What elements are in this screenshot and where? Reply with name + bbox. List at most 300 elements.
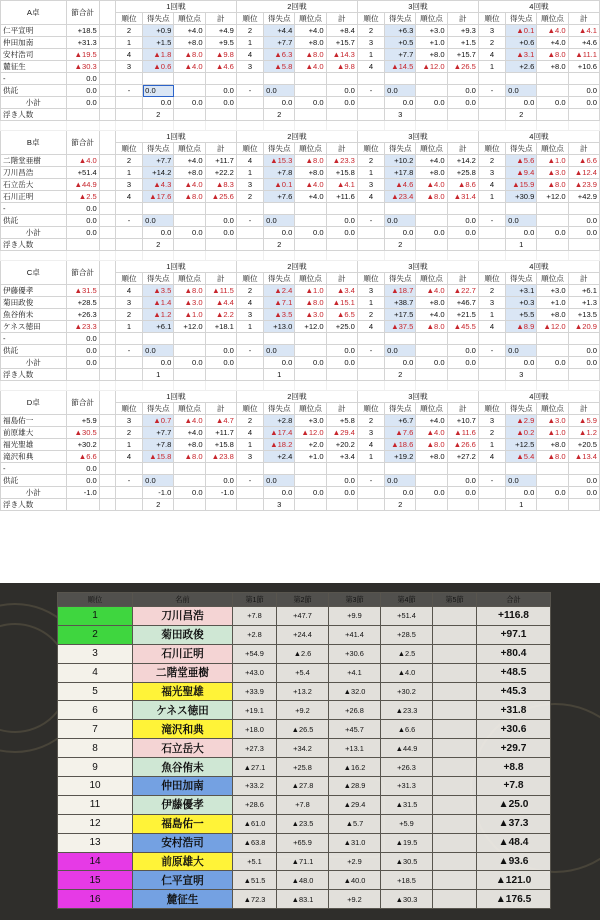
empty-cell[interactable] — [416, 85, 447, 97]
ranking-s4[interactable]: ▲2.5 — [381, 644, 433, 663]
game-sum[interactable]: ▲11.5 — [205, 285, 236, 297]
row-label[interactable]: 供託 — [1, 215, 67, 227]
header-game-g2[interactable]: 2回戦 — [236, 391, 357, 403]
empty-cell[interactable] — [478, 203, 505, 215]
game-rank[interactable]: 2 — [478, 155, 505, 167]
ranking-name[interactable]: ケネス徳田 — [133, 701, 233, 720]
game-points[interactable]: +7.7 — [385, 49, 416, 61]
float-count[interactable]: 2 — [385, 239, 416, 251]
game-sum[interactable]: +22.2 — [205, 167, 236, 179]
game-rank-points[interactable]: ▲12.0 — [537, 321, 568, 333]
header-points[interactable]: 得失点 — [506, 273, 537, 285]
game-rank[interactable]: 4 — [115, 191, 142, 203]
game-rank[interactable]: 2 — [357, 309, 384, 321]
ranking-rank[interactable]: 6 — [58, 701, 133, 720]
ranking-total[interactable]: +97.1 — [477, 625, 551, 644]
kyotaku-value[interactable]: 0.0 — [506, 215, 537, 227]
game-sum[interactable]: +15.7 — [447, 49, 478, 61]
ranking-s3[interactable]: +9.2 — [329, 890, 381, 909]
game-sum[interactable]: ▲9.8 — [205, 49, 236, 61]
kyotaku-value[interactable]: 0.0 — [264, 345, 295, 357]
game-points[interactable]: +14.2 — [143, 167, 174, 179]
header-rank[interactable]: 順位 — [236, 403, 263, 415]
header-game-g1[interactable]: 1回戦 — [115, 391, 236, 403]
subtotal-sum[interactable]: 0.0 — [205, 357, 236, 369]
empty-cell[interactable] — [357, 463, 384, 475]
ranking-total[interactable]: +45.3 — [477, 682, 551, 701]
empty-cell[interactable] — [295, 251, 326, 261]
header-rank[interactable]: 順位 — [115, 13, 142, 25]
empty-cell[interactable] — [326, 121, 357, 131]
ranking-name[interactable]: 刀川昌浩 — [133, 607, 233, 626]
empty-cell[interactable] — [416, 239, 447, 251]
game-rank-points[interactable]: +4.0 — [174, 25, 205, 37]
game-rank-points[interactable]: ▲12.0 — [295, 427, 326, 439]
empty-cell[interactable] — [143, 463, 174, 475]
row-label[interactable]: - — [1, 73, 67, 85]
ranking-s1[interactable]: +5.1 — [233, 852, 277, 871]
empty-cell[interactable] — [537, 345, 568, 357]
game-points[interactable]: +7.8 — [264, 167, 295, 179]
ranking-s5[interactable] — [433, 814, 477, 833]
game-rank[interactable]: 2 — [478, 37, 505, 49]
empty-cell[interactable] — [537, 499, 568, 511]
subtotal-sum[interactable]: 0.0 — [205, 97, 236, 109]
empty-cell[interactable] — [506, 333, 537, 345]
game-sum[interactable]: +6.1 — [568, 285, 599, 297]
spacer-cell[interactable] — [99, 261, 115, 285]
game-points[interactable]: ▲1.4 — [143, 297, 174, 309]
game-rank[interactable]: - — [236, 475, 263, 487]
subtotal-rank-points[interactable]: 0.0 — [295, 357, 326, 369]
game-rank[interactable]: - — [236, 345, 263, 357]
empty-cell[interactable] — [326, 499, 357, 511]
game-points[interactable]: ▲15.3 — [264, 155, 295, 167]
ranking-s3[interactable]: ▲29.4 — [329, 795, 381, 814]
empty-cell[interactable] — [236, 333, 263, 345]
player-name[interactable]: 刀川昌浩 — [1, 167, 67, 179]
empty-cell[interactable] — [99, 251, 115, 261]
game-points[interactable]: ▲18.2 — [264, 439, 295, 451]
empty-cell[interactable] — [506, 381, 537, 391]
empty-cell[interactable] — [537, 381, 568, 391]
empty-cell[interactable] — [115, 381, 142, 391]
spacer-cell[interactable] — [99, 179, 115, 191]
game-rank[interactable]: 1 — [115, 321, 142, 333]
spacer-cell[interactable] — [99, 415, 115, 427]
game-rank-points[interactable]: ▲3.0 — [537, 167, 568, 179]
game-points[interactable]: ▲18.6 — [385, 439, 416, 451]
game-points[interactable]: +1.5 — [143, 37, 174, 49]
ranking-rank[interactable]: 13 — [58, 833, 133, 852]
empty-cell[interactable] — [416, 73, 447, 85]
game-rank-points[interactable]: ▲8.0 — [295, 49, 326, 61]
ranking-total[interactable]: +7.8 — [477, 777, 551, 796]
header-rank[interactable]: 順位 — [478, 13, 505, 25]
player-section-total[interactable]: ▲31.5 — [66, 285, 99, 297]
spacer-cell[interactable] — [99, 285, 115, 297]
empty-cell[interactable] — [357, 381, 384, 391]
empty-cell[interactable] — [264, 463, 295, 475]
empty-cell[interactable] — [174, 369, 205, 381]
empty-cell[interactable] — [416, 203, 447, 215]
ranking-name[interactable]: 滝沢和典 — [133, 720, 233, 739]
game-points[interactable]: ▲1.8 — [143, 49, 174, 61]
empty-cell[interactable] — [295, 203, 326, 215]
header-game-g4[interactable]: 4回戦 — [478, 261, 599, 273]
game-points[interactable]: +0.5 — [385, 37, 416, 49]
game-rank[interactable]: 2 — [236, 25, 263, 37]
ranking-s2[interactable]: +25.8 — [277, 758, 329, 777]
ranking-s2[interactable]: ▲23.5 — [277, 814, 329, 833]
game-points[interactable]: ▲23.4 — [385, 191, 416, 203]
float-count[interactable]: 2 — [143, 499, 174, 511]
game-rank-points[interactable]: +4.0 — [416, 155, 447, 167]
ranking-s3[interactable]: +9.9 — [329, 607, 381, 626]
ranking-rank[interactable]: 11 — [58, 795, 133, 814]
game-sum[interactable]: +13.5 — [568, 309, 599, 321]
game-rank-points[interactable]: ▲8.0 — [416, 321, 447, 333]
game-points[interactable]: ▲0.6 — [143, 61, 174, 73]
game-rank-points[interactable]: +4.0 — [416, 415, 447, 427]
header-rank-points[interactable]: 順位点 — [295, 143, 326, 155]
game-rank-points[interactable]: +3.0 — [295, 415, 326, 427]
kyotaku-value[interactable]: 0.0 — [143, 85, 174, 97]
game-rank-points[interactable]: ▲1.0 — [537, 155, 568, 167]
game-rank[interactable]: 1 — [357, 49, 384, 61]
game-sum[interactable]: +3.4 — [326, 451, 357, 463]
empty-cell[interactable] — [236, 357, 263, 369]
game-rank[interactable]: 3 — [357, 37, 384, 49]
player-section-total[interactable]: +31.3 — [66, 37, 99, 49]
header-rank[interactable]: 順位 — [478, 273, 505, 285]
game-sum[interactable]: ▲8.3 — [205, 179, 236, 191]
ranking-s3[interactable]: +45.7 — [329, 720, 381, 739]
empty-cell[interactable] — [537, 73, 568, 85]
game-sum[interactable]: +1.5 — [447, 37, 478, 49]
kyotaku-value[interactable]: 0.0 — [143, 475, 174, 487]
subtotal-rank-points[interactable]: 0.0 — [174, 357, 205, 369]
game-rank[interactable]: 4 — [115, 285, 142, 297]
empty-cell[interactable] — [264, 203, 295, 215]
ranking-s2[interactable]: ▲27.8 — [277, 777, 329, 796]
empty-cell[interactable] — [236, 203, 263, 215]
header-sum[interactable]: 計 — [568, 403, 599, 415]
row-total[interactable]: 0.0 — [66, 475, 99, 487]
game-sum[interactable]: ▲1.2 — [568, 427, 599, 439]
header-rank-points[interactable]: 順位点 — [416, 273, 447, 285]
header-rank-points[interactable]: 順位点 — [174, 13, 205, 25]
game-sum[interactable]: ▲4.6 — [205, 61, 236, 73]
header-rank-points[interactable]: 順位点 — [537, 403, 568, 415]
header-rank-points[interactable]: 順位点 — [174, 143, 205, 155]
ranking-total[interactable]: +30.6 — [477, 720, 551, 739]
spacer-cell[interactable] — [99, 239, 115, 251]
game-points[interactable]: ▲14.5 — [385, 61, 416, 73]
header-points[interactable]: 得失点 — [264, 403, 295, 415]
subtotal-rank-points[interactable]: 0.0 — [295, 487, 326, 499]
empty-cell[interactable] — [174, 345, 205, 357]
empty-cell[interactable] — [326, 203, 357, 215]
ranking-name[interactable]: 石川正明 — [133, 644, 233, 663]
game-rank-points[interactable]: ▲8.0 — [174, 285, 205, 297]
kyotaku-value[interactable]: 0.0 — [506, 475, 537, 487]
game-rank-points[interactable]: ▲1.0 — [537, 427, 568, 439]
ranking-total[interactable]: ▲93.6 — [477, 852, 551, 871]
game-points[interactable]: +5.5 — [506, 309, 537, 321]
game-rank[interactable]: 1 — [478, 439, 505, 451]
empty-cell[interactable] — [236, 73, 263, 85]
header-points[interactable]: 得失点 — [506, 403, 537, 415]
game-rank-points[interactable]: ▲3.0 — [174, 297, 205, 309]
subtotal-points[interactable]: 0.0 — [385, 487, 416, 499]
empty-cell[interactable] — [143, 73, 174, 85]
empty-cell[interactable] — [264, 121, 295, 131]
game-rank[interactable]: 4 — [478, 49, 505, 61]
game-rank[interactable]: - — [236, 215, 263, 227]
game-points[interactable]: +6.1 — [143, 321, 174, 333]
row-total[interactable]: 0.0 — [66, 333, 99, 345]
ranking-name[interactable]: 伊藤優孝 — [133, 795, 233, 814]
game-rank[interactable]: 4 — [115, 451, 142, 463]
ranking-s3[interactable]: +41.4 — [329, 625, 381, 644]
header-rank[interactable]: 順位 — [478, 403, 505, 415]
empty-cell[interactable] — [115, 97, 142, 109]
subtotal-sum[interactable]: 0.0 — [568, 357, 599, 369]
ranking-name[interactable]: 福光聖雄 — [133, 682, 233, 701]
ranking-s5[interactable] — [433, 607, 477, 626]
game-sum[interactable]: +15.7 — [326, 37, 357, 49]
row-total[interactable]: 0.0 — [66, 85, 99, 97]
game-rank-points[interactable]: +4.0 — [537, 37, 568, 49]
empty-cell[interactable] — [236, 499, 263, 511]
empty-cell[interactable] — [447, 203, 478, 215]
empty-cell[interactable] — [568, 499, 599, 511]
subtotal-points[interactable]: -1.0 — [143, 487, 174, 499]
subtotal-rank-points[interactable]: 0.0 — [174, 97, 205, 109]
ranking-total[interactable]: +31.8 — [477, 701, 551, 720]
float-count[interactable]: 3 — [385, 109, 416, 121]
empty-cell[interactable] — [416, 333, 447, 345]
kyotaku-value[interactable]: 0.0 — [264, 85, 295, 97]
game-sum[interactable]: ▲14.3 — [326, 49, 357, 61]
game-sum[interactable]: +5.8 — [326, 415, 357, 427]
game-points[interactable]: ▲0.1 — [264, 179, 295, 191]
game-sum[interactable]: ▲45.5 — [447, 321, 478, 333]
empty-cell[interactable] — [143, 333, 174, 345]
empty-cell[interactable] — [537, 463, 568, 475]
subtotal-rank-points[interactable]: 0.0 — [537, 227, 568, 239]
subtotal-rank-points[interactable]: 0.0 — [537, 97, 568, 109]
game-points[interactable]: +17.8 — [385, 167, 416, 179]
kyotaku-value[interactable]: 0.0 — [506, 85, 537, 97]
ranking-total[interactable]: +48.5 — [477, 663, 551, 682]
game-sum[interactable]: +1.3 — [568, 297, 599, 309]
empty-cell[interactable] — [357, 239, 384, 251]
empty-cell[interactable] — [416, 463, 447, 475]
header-rank[interactable]: 順位 — [357, 273, 384, 285]
ranking-s1[interactable]: +19.1 — [233, 701, 277, 720]
game-points[interactable]: +30.9 — [506, 191, 537, 203]
game-rank-points[interactable]: ▲8.0 — [174, 49, 205, 61]
header-game-g3[interactable]: 3回戦 — [357, 391, 478, 403]
game-rank-points[interactable]: +4.0 — [416, 309, 447, 321]
game-rank[interactable]: 4 — [236, 155, 263, 167]
kyotaku-value[interactable]: 0.0 — [385, 345, 416, 357]
ranking-s4[interactable]: ▲44.9 — [381, 739, 433, 758]
ranking-name[interactable]: 麓征生 — [133, 890, 233, 909]
empty-cell[interactable] — [357, 97, 384, 109]
game-rank[interactable]: 4 — [357, 61, 384, 73]
kyotaku-value[interactable]: 0.0 — [506, 345, 537, 357]
empty-cell[interactable] — [385, 203, 416, 215]
empty-cell[interactable] — [478, 369, 505, 381]
header-game-g3[interactable]: 3回戦 — [357, 131, 478, 143]
header-rank-points[interactable]: 順位点 — [295, 273, 326, 285]
player-section-total[interactable]: ▲6.6 — [66, 451, 99, 463]
game-rank[interactable]: - — [478, 345, 505, 357]
game-sum[interactable]: ▲4.1 — [326, 179, 357, 191]
kyotaku-sum[interactable]: 0.0 — [205, 345, 236, 357]
empty-cell[interactable] — [537, 215, 568, 227]
ranking-s5[interactable] — [433, 890, 477, 909]
empty-cell[interactable] — [66, 121, 99, 131]
ranking-s2[interactable]: +24.4 — [277, 625, 329, 644]
ranking-s4[interactable]: +5.9 — [381, 814, 433, 833]
ranking-s2[interactable]: ▲48.0 — [277, 871, 329, 890]
float-count[interactable]: 1 — [264, 369, 295, 381]
empty-cell[interactable] — [326, 381, 357, 391]
game-rank-points[interactable]: ▲12.0 — [416, 61, 447, 73]
ranking-s5[interactable] — [433, 739, 477, 758]
empty-cell[interactable] — [115, 73, 142, 85]
game-sum[interactable]: +10.7 — [447, 415, 478, 427]
game-sum[interactable]: ▲13.4 — [568, 451, 599, 463]
empty-cell[interactable] — [416, 345, 447, 357]
empty-cell[interactable] — [416, 369, 447, 381]
header-sum[interactable]: 計 — [568, 143, 599, 155]
game-points[interactable]: ▲3.1 — [506, 49, 537, 61]
spacer-cell[interactable] — [99, 25, 115, 37]
game-points[interactable]: +0.3 — [506, 297, 537, 309]
game-rank[interactable]: 1 — [478, 309, 505, 321]
game-rank-points[interactable]: ▲8.0 — [537, 49, 568, 61]
empty-cell[interactable] — [478, 381, 505, 391]
ranking-s1[interactable]: +7.8 — [233, 607, 277, 626]
game-points[interactable]: ▲17.4 — [264, 427, 295, 439]
game-rank[interactable]: 2 — [236, 191, 263, 203]
ranking-s5[interactable] — [433, 871, 477, 890]
game-sum[interactable]: ▲11.1 — [568, 49, 599, 61]
empty-cell[interactable] — [326, 251, 357, 261]
game-rank[interactable]: - — [478, 85, 505, 97]
empty-cell[interactable] — [295, 121, 326, 131]
game-rank-points[interactable]: ▲8.0 — [295, 155, 326, 167]
header-points[interactable]: 得失点 — [385, 403, 416, 415]
ranking-rank[interactable]: 4 — [58, 663, 133, 682]
header-game-g4[interactable]: 4回戦 — [478, 131, 599, 143]
header-sum[interactable]: 計 — [447, 13, 478, 25]
game-rank[interactable]: 2 — [357, 155, 384, 167]
empty-cell[interactable] — [115, 487, 142, 499]
kyotaku-sum[interactable]: 0.0 — [326, 475, 357, 487]
subtotal-points[interactable]: 0.0 — [143, 357, 174, 369]
ranking-total[interactable]: +29.7 — [477, 739, 551, 758]
ranking-s5[interactable] — [433, 777, 477, 796]
game-rank[interactable]: 3 — [115, 415, 142, 427]
spacer-cell[interactable] — [99, 321, 115, 333]
kyotaku-value[interactable]: 0.0 — [385, 475, 416, 487]
empty-cell[interactable] — [205, 499, 236, 511]
empty-cell[interactable] — [115, 203, 142, 215]
game-rank-points[interactable]: +8.0 — [416, 451, 447, 463]
game-sum[interactable]: ▲5.9 — [568, 415, 599, 427]
game-rank-points[interactable]: +8.0 — [174, 37, 205, 49]
game-points[interactable]: +4.4 — [264, 25, 295, 37]
ranking-s5[interactable] — [433, 795, 477, 814]
header-sum[interactable]: 計 — [205, 13, 236, 25]
ranking-s4[interactable]: ▲23.3 — [381, 701, 433, 720]
row-label[interactable]: 小計 — [1, 227, 67, 239]
game-rank[interactable]: 1 — [478, 191, 505, 203]
game-sum[interactable]: ▲6.5 — [326, 309, 357, 321]
game-rank[interactable]: 2 — [357, 415, 384, 427]
game-rank[interactable]: - — [115, 215, 142, 227]
empty-cell[interactable] — [478, 333, 505, 345]
empty-cell[interactable] — [143, 251, 174, 261]
empty-cell[interactable] — [357, 73, 384, 85]
empty-cell[interactable] — [568, 333, 599, 345]
header-rank[interactable]: 順位 — [115, 403, 142, 415]
empty-cell[interactable] — [264, 381, 295, 391]
subtotal-rank-points[interactable]: 0.0 — [416, 357, 447, 369]
spacer-cell[interactable] — [99, 297, 115, 309]
kyotaku-sum[interactable]: 0.0 — [205, 215, 236, 227]
game-rank[interactable]: - — [115, 345, 142, 357]
header-points[interactable]: 得失点 — [264, 13, 295, 25]
game-points[interactable]: ▲3.5 — [143, 285, 174, 297]
header-rank-points[interactable]: 順位点 — [537, 143, 568, 155]
empty-cell[interactable] — [236, 463, 263, 475]
kyotaku-sum[interactable]: 0.0 — [205, 85, 236, 97]
game-rank-points[interactable]: +8.0 — [416, 297, 447, 309]
game-rank-points[interactable]: ▲4.0 — [416, 179, 447, 191]
empty-cell[interactable] — [357, 109, 384, 121]
game-sum[interactable]: ▲2.2 — [205, 309, 236, 321]
ranking-s5[interactable] — [433, 758, 477, 777]
game-sum[interactable]: +8.4 — [326, 25, 357, 37]
game-points[interactable]: +2.6 — [506, 61, 537, 73]
spacer-cell[interactable] — [99, 191, 115, 203]
game-sum[interactable]: +21.5 — [447, 309, 478, 321]
empty-cell[interactable] — [478, 463, 505, 475]
game-rank[interactable]: 1 — [236, 439, 263, 451]
empty-cell[interactable] — [174, 203, 205, 215]
empty-cell[interactable] — [174, 73, 205, 85]
ranking-rank[interactable]: 15 — [58, 871, 133, 890]
game-sum[interactable]: +4.6 — [568, 37, 599, 49]
game-points[interactable]: ▲7.1 — [264, 297, 295, 309]
spacer-cell[interactable] — [99, 49, 115, 61]
ranking-s3[interactable]: ▲40.0 — [329, 871, 381, 890]
subtotal-points[interactable]: 0.0 — [264, 227, 295, 239]
empty-cell[interactable] — [416, 109, 447, 121]
player-name[interactable]: 石立岳大 — [1, 179, 67, 191]
empty-cell[interactable] — [478, 251, 505, 261]
game-rank-points[interactable]: ▲4.0 — [295, 179, 326, 191]
empty-cell[interactable] — [115, 121, 142, 131]
empty-cell[interactable] — [174, 121, 205, 131]
